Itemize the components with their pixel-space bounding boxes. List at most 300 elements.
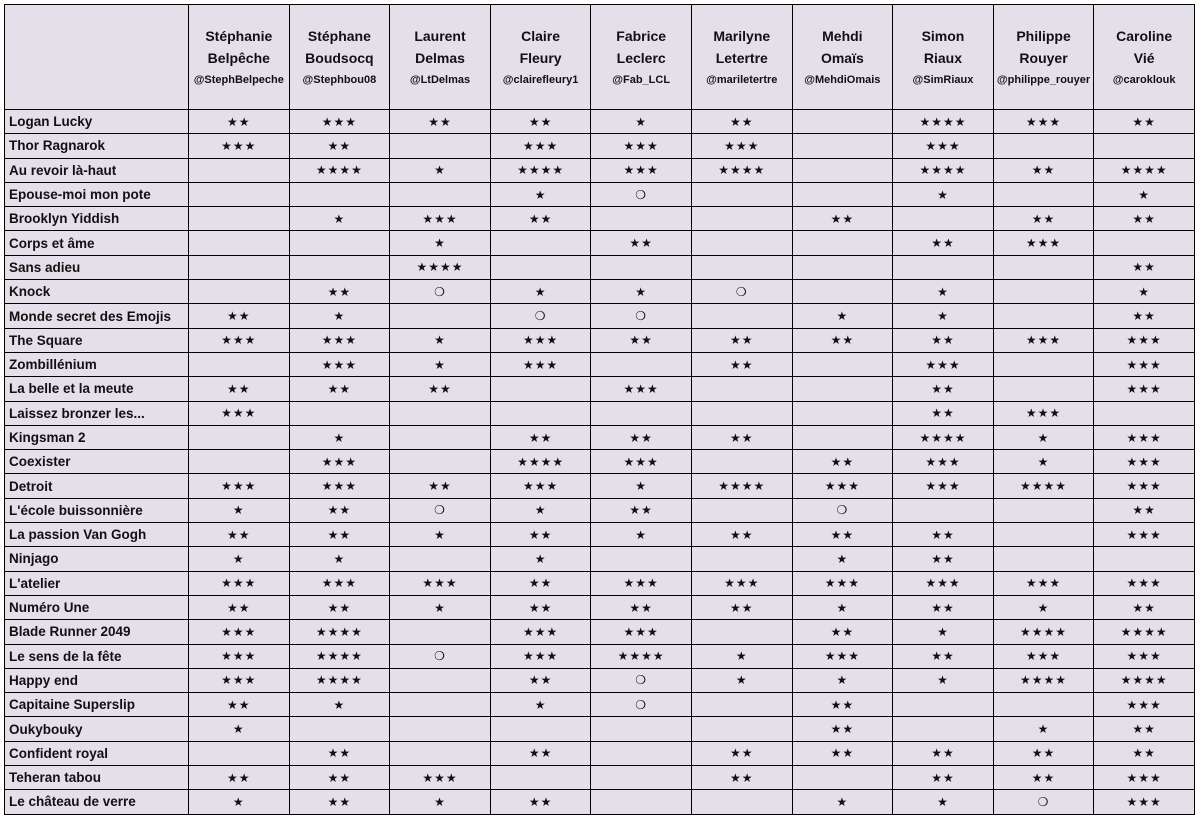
rating-cell — [691, 790, 792, 814]
rating-cell: ★★ — [591, 425, 692, 449]
rating-cell — [390, 401, 491, 425]
rating-cell: ★★ — [1094, 110, 1195, 134]
critic-last-name: Vié — [1133, 50, 1155, 66]
rating-cell: ★★★ — [390, 766, 491, 790]
rating-cell: ★ — [189, 717, 290, 741]
rating-cell — [390, 182, 491, 206]
rating-cell: ★★ — [289, 377, 390, 401]
rating-cell — [993, 304, 1094, 328]
rating-cell: ★★★★ — [993, 668, 1094, 692]
rating-cell — [993, 523, 1094, 547]
rating-cell: ★★★★ — [691, 474, 792, 498]
rating-cell: ★★ — [189, 377, 290, 401]
rating-cell: ★★★ — [1094, 571, 1195, 595]
rating-cell — [289, 182, 390, 206]
rating-cell: ★ — [993, 450, 1094, 474]
rating-cell — [792, 280, 893, 304]
rating-cell: ★★ — [490, 207, 591, 231]
rating-cell — [390, 620, 491, 644]
rating-cell: ★ — [893, 668, 994, 692]
film-title: La belle et la meute — [5, 377, 189, 401]
rating-cell: ★★ — [490, 571, 591, 595]
table-row — [5, 498, 1195, 522]
table-row — [5, 134, 1195, 158]
film-title: Sans adieu — [5, 255, 189, 279]
rating-cell: ★ — [490, 280, 591, 304]
film-title: Capitaine Superslip — [5, 693, 189, 717]
rating-cell: ★★ — [993, 158, 1094, 182]
rating-cell — [390, 717, 491, 741]
rating-cell: ★★ — [289, 595, 390, 619]
table-row — [5, 644, 1195, 668]
rating-cell: ★★★★ — [691, 158, 792, 182]
rating-cell: ★★★★ — [289, 668, 390, 692]
rating-cell: ★★★ — [792, 474, 893, 498]
rating-cell: ★ — [189, 498, 290, 522]
rating-cell: ★★★★ — [390, 255, 491, 279]
rating-cell: ★ — [490, 547, 591, 571]
rating-cell: ★★★ — [490, 134, 591, 158]
rating-cell — [390, 425, 491, 449]
table-row — [5, 280, 1195, 304]
rating-cell: ★★★ — [189, 401, 290, 425]
film-title: L'école buissonnière — [5, 498, 189, 522]
critic-last-name: Leclerc — [616, 50, 666, 66]
critic-handle: @mariletertre — [706, 74, 778, 86]
rating-cell: ★★ — [490, 110, 591, 134]
critic-handle: @Fab_LCL — [612, 74, 671, 86]
rating-cell: ★★★ — [189, 620, 290, 644]
rating-cell: ★★ — [1094, 255, 1195, 279]
rating-cell: ★★ — [691, 328, 792, 352]
rating-cell: ★ — [390, 790, 491, 814]
rating-cell — [691, 620, 792, 644]
rating-cell: ★ — [893, 304, 994, 328]
rating-cell: ★★★ — [1094, 523, 1195, 547]
rating-cell: ★★ — [691, 766, 792, 790]
critic-handle: @StephBelpeche — [193, 74, 284, 86]
rating-cell: ★ — [792, 595, 893, 619]
rating-cell: ★★★ — [993, 571, 1094, 595]
rating-cell — [993, 377, 1094, 401]
rating-cell: ★★ — [792, 450, 893, 474]
rating-cell — [691, 304, 792, 328]
rating-cell: ★★ — [993, 766, 1094, 790]
rating-cell: ★★ — [893, 741, 994, 765]
critic-handle: @LtDelmas — [409, 74, 471, 86]
rating-cell: ★★★ — [1094, 450, 1195, 474]
critic-first-name: Claire — [521, 28, 561, 44]
rating-cell: ★★★ — [993, 328, 1094, 352]
rating-cell: ★★ — [1094, 595, 1195, 619]
rating-cell: ★ — [591, 280, 692, 304]
rating-cell: ★★★ — [390, 571, 491, 595]
rating-cell: ★★ — [1094, 717, 1195, 741]
rating-cell: ★ — [792, 547, 893, 571]
rating-cell — [189, 352, 290, 376]
rating-cell: ★★ — [591, 328, 692, 352]
rating-cell: ★★★ — [893, 450, 994, 474]
film-title: Knock — [5, 280, 189, 304]
rating-cell: ★★★ — [189, 668, 290, 692]
rating-cell: ★★★ — [189, 474, 290, 498]
critic-handle: @clairefleury1 — [502, 74, 579, 86]
table-row — [5, 571, 1195, 595]
rating-cell: ★★ — [289, 523, 390, 547]
rating-cell: ★ — [792, 304, 893, 328]
rating-cell: ❍ — [591, 304, 692, 328]
rating-cell: ★★ — [893, 644, 994, 668]
table-row — [5, 523, 1195, 547]
rating-cell: ★★ — [490, 425, 591, 449]
critic-last-name: Rouyer — [1019, 50, 1068, 66]
rating-cell: ★★ — [691, 425, 792, 449]
rating-cell: ★★★ — [1094, 766, 1195, 790]
film-title: Detroit — [5, 474, 189, 498]
rating-cell — [993, 255, 1094, 279]
rating-cell: ★★★ — [691, 134, 792, 158]
rating-cell: ★ — [993, 425, 1094, 449]
rating-cell: ★★ — [893, 523, 994, 547]
critic-header — [189, 5, 290, 110]
rating-cell: ★★★★ — [993, 620, 1094, 644]
rating-cell — [792, 110, 893, 134]
rating-cell: ★★★ — [1094, 474, 1195, 498]
rating-cell: ★★★ — [490, 328, 591, 352]
rating-cell: ★★ — [189, 693, 290, 717]
rating-cell: ★★ — [490, 790, 591, 814]
rating-cell: ★ — [289, 693, 390, 717]
rating-cell: ★★★ — [893, 571, 994, 595]
rating-cell: ★★★ — [1094, 790, 1195, 814]
rating-cell — [792, 255, 893, 279]
rating-cell: ★ — [893, 620, 994, 644]
rating-cell: ★★★ — [893, 134, 994, 158]
rating-cell: ★★ — [792, 328, 893, 352]
rating-cell: ★★ — [691, 352, 792, 376]
rating-cell: ★ — [289, 547, 390, 571]
rating-cell: ★★ — [390, 110, 491, 134]
film-title: Epouse-moi mon pote — [5, 182, 189, 206]
rating-cell — [289, 255, 390, 279]
table-row — [5, 620, 1195, 644]
rating-cell — [390, 450, 491, 474]
rating-cell: ★★★★ — [893, 110, 994, 134]
rating-cell: ★★ — [792, 717, 893, 741]
rating-cell — [893, 693, 994, 717]
rating-cell — [591, 401, 692, 425]
rating-cell: ★★★ — [189, 644, 290, 668]
rating-cell — [1094, 231, 1195, 255]
rating-cell — [490, 717, 591, 741]
rating-cell: ★★ — [189, 304, 290, 328]
rating-cell: ★★★★ — [289, 620, 390, 644]
critic-last-name: Boudsocq — [305, 50, 374, 66]
rating-cell — [792, 401, 893, 425]
film-title: Coexister — [5, 450, 189, 474]
rating-cell: ★ — [490, 182, 591, 206]
rating-cell: ★★★★ — [1094, 620, 1195, 644]
rating-cell: ❍ — [993, 790, 1094, 814]
rating-cell: ★★ — [993, 207, 1094, 231]
film-title: Ninjago — [5, 547, 189, 571]
rating-cell — [490, 255, 591, 279]
rating-cell: ★ — [893, 790, 994, 814]
rating-cell: ★★★ — [591, 158, 692, 182]
film-title: La passion Van Gogh — [5, 523, 189, 547]
rating-cell — [993, 134, 1094, 158]
rating-cell: ★ — [390, 328, 491, 352]
rating-cell: ★★ — [1094, 498, 1195, 522]
rating-cell: ❍ — [591, 182, 692, 206]
rating-cell — [1094, 547, 1195, 571]
table-row — [5, 377, 1195, 401]
rating-cell — [792, 182, 893, 206]
critic-header — [792, 5, 893, 110]
rating-cell: ★★★ — [490, 474, 591, 498]
rating-cell: ★★★ — [1094, 328, 1195, 352]
rating-cell: ★ — [289, 304, 390, 328]
rating-cell: ★★★ — [490, 620, 591, 644]
rating-cell: ★★★★ — [490, 450, 591, 474]
rating-cell — [893, 498, 994, 522]
rating-cell: ★★ — [189, 766, 290, 790]
rating-cell — [792, 766, 893, 790]
rating-cell — [490, 231, 591, 255]
rating-cell: ★★ — [893, 231, 994, 255]
ratings-table — [4, 4, 1195, 815]
rating-cell: ★★ — [289, 741, 390, 765]
rating-cell — [289, 717, 390, 741]
rating-cell: ★ — [792, 668, 893, 692]
rating-cell: ★★ — [289, 134, 390, 158]
rating-cell: ★★★★ — [893, 158, 994, 182]
film-title: Thor Ragnarok — [5, 134, 189, 158]
table-row — [5, 668, 1195, 692]
rating-cell: ❍ — [792, 498, 893, 522]
critic-first-name: Simon — [921, 28, 965, 44]
critic-handle: @SimRiaux — [912, 74, 974, 86]
rating-cell: ★★ — [591, 498, 692, 522]
rating-cell: ★★★ — [1094, 693, 1195, 717]
table-row — [5, 328, 1195, 352]
rating-cell: ★★★★ — [1094, 668, 1195, 692]
rating-cell: ★★★ — [691, 571, 792, 595]
rating-cell — [390, 741, 491, 765]
rating-cell — [490, 401, 591, 425]
rating-cell: ★★★ — [1094, 644, 1195, 668]
rating-cell: ❍ — [390, 644, 491, 668]
rating-cell — [893, 717, 994, 741]
rating-cell: ★★ — [691, 595, 792, 619]
film-title: Blade Runner 2049 — [5, 620, 189, 644]
film-title: Le château de verre — [5, 790, 189, 814]
rating-cell: ★ — [390, 158, 491, 182]
rating-cell — [390, 134, 491, 158]
critic-first-name: Marilyne — [713, 28, 771, 44]
film-title: Brooklyn Yiddish — [5, 207, 189, 231]
rating-cell: ★★ — [490, 668, 591, 692]
rating-cell: ★★ — [893, 328, 994, 352]
table-row — [5, 474, 1195, 498]
table-row — [5, 425, 1195, 449]
rating-cell: ❍ — [591, 693, 692, 717]
rating-cell — [993, 498, 1094, 522]
table-row — [5, 766, 1195, 790]
rating-cell: ★ — [490, 693, 591, 717]
rating-cell — [390, 304, 491, 328]
rating-cell: ★★ — [993, 741, 1094, 765]
rating-cell — [893, 255, 994, 279]
table-row — [5, 741, 1195, 765]
rating-cell — [189, 158, 290, 182]
film-title: Numéro Une — [5, 595, 189, 619]
rating-cell: ★★★ — [1094, 352, 1195, 376]
rating-cell: ★★★★ — [289, 644, 390, 668]
rating-cell: ★★ — [490, 595, 591, 619]
rating-cell — [591, 352, 692, 376]
rating-cell: ★★★ — [289, 450, 390, 474]
table-row — [5, 158, 1195, 182]
critic-header — [591, 5, 692, 110]
rating-cell — [189, 255, 290, 279]
rating-cell: ★★ — [792, 693, 893, 717]
rating-cell — [691, 255, 792, 279]
table-row — [5, 182, 1195, 206]
rating-cell — [993, 547, 1094, 571]
critic-first-name: Philippe — [1016, 28, 1071, 44]
rating-cell: ★★★ — [993, 110, 1094, 134]
rating-cell: ★★ — [792, 523, 893, 547]
rating-cell — [993, 693, 1094, 717]
rating-cell: ★ — [390, 352, 491, 376]
rating-cell — [490, 377, 591, 401]
table-row — [5, 450, 1195, 474]
table-row — [5, 110, 1195, 134]
rating-cell — [691, 207, 792, 231]
rating-cell: ★★ — [390, 377, 491, 401]
rating-cell: ★★★ — [289, 352, 390, 376]
rating-cell: ★ — [993, 717, 1094, 741]
rating-cell: ★★ — [792, 620, 893, 644]
rating-cell — [189, 231, 290, 255]
rating-cell — [691, 377, 792, 401]
rating-cell: ★★ — [691, 110, 792, 134]
rating-cell: ★★ — [189, 595, 290, 619]
film-title: Le sens de la fête — [5, 644, 189, 668]
rating-cell: ★★★ — [289, 328, 390, 352]
rating-cell — [691, 182, 792, 206]
rating-cell: ★ — [289, 425, 390, 449]
film-title: Kingsman 2 — [5, 425, 189, 449]
rating-cell — [591, 790, 692, 814]
rating-cell: ★★★★ — [893, 425, 994, 449]
rating-cell: ★★★ — [591, 377, 692, 401]
rating-cell — [993, 182, 1094, 206]
rating-cell: ★ — [390, 231, 491, 255]
rating-cell — [792, 425, 893, 449]
rating-cell: ★★ — [893, 766, 994, 790]
critic-header — [390, 5, 491, 110]
rating-cell: ★★ — [591, 595, 692, 619]
rating-cell: ★★★★ — [1094, 158, 1195, 182]
table-row — [5, 231, 1195, 255]
rating-cell: ❍ — [490, 304, 591, 328]
rating-cell — [691, 547, 792, 571]
rating-cell: ★ — [591, 474, 692, 498]
rating-cell: ★ — [1094, 182, 1195, 206]
rating-cell: ★★★ — [1094, 377, 1195, 401]
rating-cell — [691, 498, 792, 522]
rating-cell — [792, 377, 893, 401]
rating-cell: ★★ — [691, 741, 792, 765]
rating-cell — [390, 668, 491, 692]
critic-last-name: Fleury — [519, 50, 562, 66]
rating-cell — [289, 231, 390, 255]
film-title: L'atelier — [5, 571, 189, 595]
rating-cell: ★★ — [390, 474, 491, 498]
rating-cell — [591, 717, 692, 741]
rating-cell: ★★★★ — [289, 158, 390, 182]
rating-cell: ❍ — [390, 498, 491, 522]
rating-cell: ★★★ — [189, 328, 290, 352]
rating-cell: ★★★ — [993, 401, 1094, 425]
rating-cell: ★★★ — [390, 207, 491, 231]
critic-header — [289, 5, 390, 110]
table-row — [5, 352, 1195, 376]
critic-handle: @Stephbou08 — [302, 74, 377, 86]
rating-cell: ★★★ — [893, 352, 994, 376]
rating-cell: ★ — [691, 644, 792, 668]
rating-cell: ★★ — [691, 523, 792, 547]
rating-cell: ★★★ — [591, 571, 692, 595]
rating-cell: ★★★ — [289, 571, 390, 595]
rating-cell — [792, 158, 893, 182]
rating-cell: ★ — [691, 668, 792, 692]
rating-cell: ★★★★ — [591, 644, 692, 668]
rating-cell — [792, 231, 893, 255]
rating-cell — [691, 231, 792, 255]
rating-cell — [691, 693, 792, 717]
rating-cell: ★★ — [490, 741, 591, 765]
rating-cell: ❍ — [691, 280, 792, 304]
critic-first-name: Fabrice — [616, 28, 667, 44]
rating-cell — [390, 693, 491, 717]
table-row — [5, 790, 1195, 814]
corner-cell — [5, 5, 189, 110]
rating-cell: ★★★ — [893, 474, 994, 498]
rating-cell: ★ — [189, 790, 290, 814]
rating-cell: ★ — [893, 280, 994, 304]
rating-cell — [289, 401, 390, 425]
rating-cell: ★★ — [792, 207, 893, 231]
critic-handle: @MehdiOmais — [804, 74, 881, 86]
rating-cell — [189, 280, 290, 304]
rating-cell: ★★ — [289, 766, 390, 790]
film-title: Monde secret des Emojis — [5, 304, 189, 328]
rating-cell: ★★ — [893, 547, 994, 571]
rating-cell — [792, 134, 893, 158]
table-body — [5, 110, 1195, 815]
table-row — [5, 304, 1195, 328]
header-row — [5, 5, 1195, 110]
rating-cell: ★ — [792, 790, 893, 814]
film-title: The Square — [5, 328, 189, 352]
rating-cell: ★★ — [289, 498, 390, 522]
rating-cell: ★ — [1094, 280, 1195, 304]
rating-cell: ★★★ — [792, 644, 893, 668]
rating-cell — [189, 450, 290, 474]
